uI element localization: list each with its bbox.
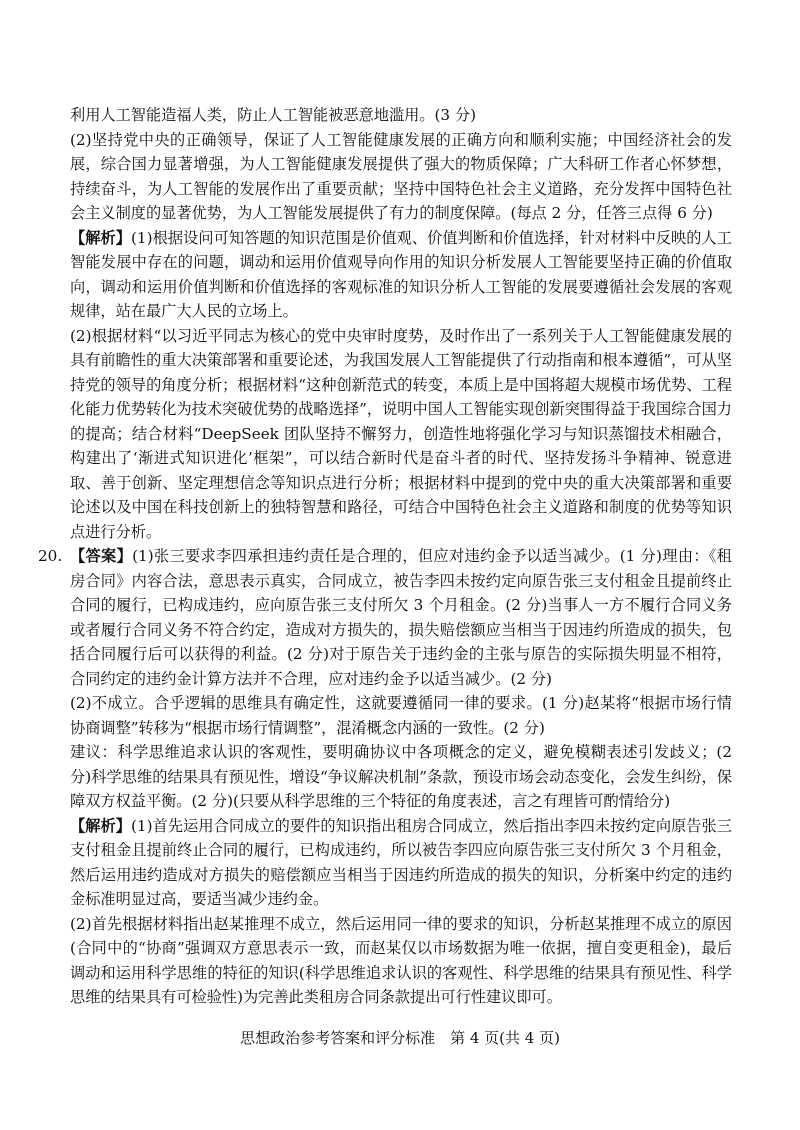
paragraph-continuation: 利用人工智能造福人类，防止人工智能被恶意地滥用。(3 分)	[70, 106, 477, 124]
analysis-label: 【解析】	[70, 228, 131, 247]
paragraph-answer-20-1	[38, 544, 732, 691]
page-footer: 思想政治参考答案和评分标准 第 4 页(共 4 页)	[240, 1029, 560, 1047]
paragraph-analysis-19-2: (2)根据材料“以习近平同志为核心的党中央审时度势，及时作出了一系列关于人工智能健康发展的具有前瞻性的重大决策部署和重要论述，为我国发展人工智能提供了行动指南和根本遵循”，可从坚持党的领导的角度分析；根据材料“这种创新范式的转变，本质上是中国将超大规模市场优势、工程化能力优势转化为技术突破优势的战略选择”，说明中国人工智能实现创新突围得益于我国综合国力的提高；结合材料“DeepSeek 团队坚持不懈努力，创造性地将强化学习与知识蒸馏技术相融合，构建出了‘渐进式知识进化’框架”，可以结合新时代是奋斗者的时代、坚持发扬斗争精神、锐意进取、善于创新、坚定理想信念等知识点进行分析；根据材料中提到的党中央的重大决策部署和重要论述以及中国在科技创新上的独特智慧和路径，可结合中国特色社会主义道路和制度的优势等知识点进行分析。	[70, 326, 732, 541]
paragraph-suggestion: 建议：科学思维追求认识的客观性，要明确协议中各项概念的定义，避免模糊表述引发歧义；(2 分)科学思维的结果具有预见性，增设“争议解决机制”条款，预设市场会动态变化，会发生纠纷，保障双方权益平衡。(2 分)(只要从科学思维的三个特征的角度表述，言之有理皆可酌情给分)	[70, 743, 732, 810]
analysis-text: (1)根据设问可知答题的知识范围是价值观、价值判断和价值选择，针对材料中反映的人工智能发展中存在的问题，调动和运用价值观导向作用的知识分析发展人工智能要坚持正确的价值取向，调动和运用价值判断和价值选择的客观标准的知识分析人工智能的发展要遵循社会发展的客观规律，站在最广大人民的立场上。	[70, 228, 732, 320]
paragraph-answer-20-2: (2)不成立。合乎逻辑的思维具有确定性，这就要遵循同一律的要求。(1 分)赵某将“根据市场行情协商调整”转移为“根据市场行情调整”，混淆概念内涵的一致性。(2 分)	[70, 694, 732, 737]
paragraph-answer-19-2: (2)坚持党中央的正确领导，保证了人工智能健康发展的正确方向和顺利实施；中国经济社会的发展，综合国力显著增强，为人工智能健康发展提供了强大的物质保障；广大科研工作者心怀梦想，持续奋斗，为人工智能的发展作出了重要贡献；坚持中国特色社会主义道路，充分发挥中国特色社会主义制度的显著优势，为人工智能发展提供了有力的制度保障。(每点 2 分，任答三点得 6 分)	[70, 130, 732, 222]
question-number: 20.	[38, 547, 63, 565]
paragraph-analysis-20-2: (2)首先根据材料指出赵某推理不成立，然后运用同一律的要求的知识，分析赵某推理不成立的原因(合同中的“协商”强调双方意思表示一致，而赵某仅以市场数据为唯一依据，擅自变更租金)，最后调动和运用科学思维的特征的知识(科学思维追求认识的客观性、科学思维的结果具有预见性、科学思维的结果具有可检验性)为完善此类租房合同条款提出可行性建议即可。	[70, 914, 732, 1006]
answer-text: (1)张三要求李四承担违约责任是合理的，但应对违约金予以适当减少。(1 分)理由：《租房合同》内容合法，意思表示真实，合同成立，被告李四未按约定向原告张三支付租金且提前终止合同的履行，已构成违约，应向原告张三支付所欠 3 个月租金。(2 分)当事人一方不履行合同义务或者履行合同义务不符合约定，造成对方损失的，损失赔偿额应当相当于因违约所造成的损失，包括合同履行后可以获得的利益。(2 分)对于原告关于违约金的主张与原告的实际损失明显不相符，合同约定的违约金计算方法并不合理，应对违约金予以适当减少。(2 分)	[70, 547, 732, 688]
answer-content	[38, 103, 732, 1010]
paragraph-analysis-20-1	[70, 814, 732, 912]
answer-label: 【答案】	[70, 547, 133, 565]
analysis-label: 【解析】	[70, 816, 131, 835]
analysis-text: (1)首先运用合同成立的要件的知识指出租房合同成立，然后指出李四未按约定向原告张三支付租金且提前终止合同的履行，已构成违约，所以被告李四应向原告张三支付所欠 3 个月租金，然后运用违约造成对方损失的赔偿额应当相当于因违约所造成的损失的知识，分析案中约定的违约金标准明显过高，要适当减少违约金。	[70, 816, 732, 908]
paragraph-analysis-19-1	[70, 226, 732, 324]
